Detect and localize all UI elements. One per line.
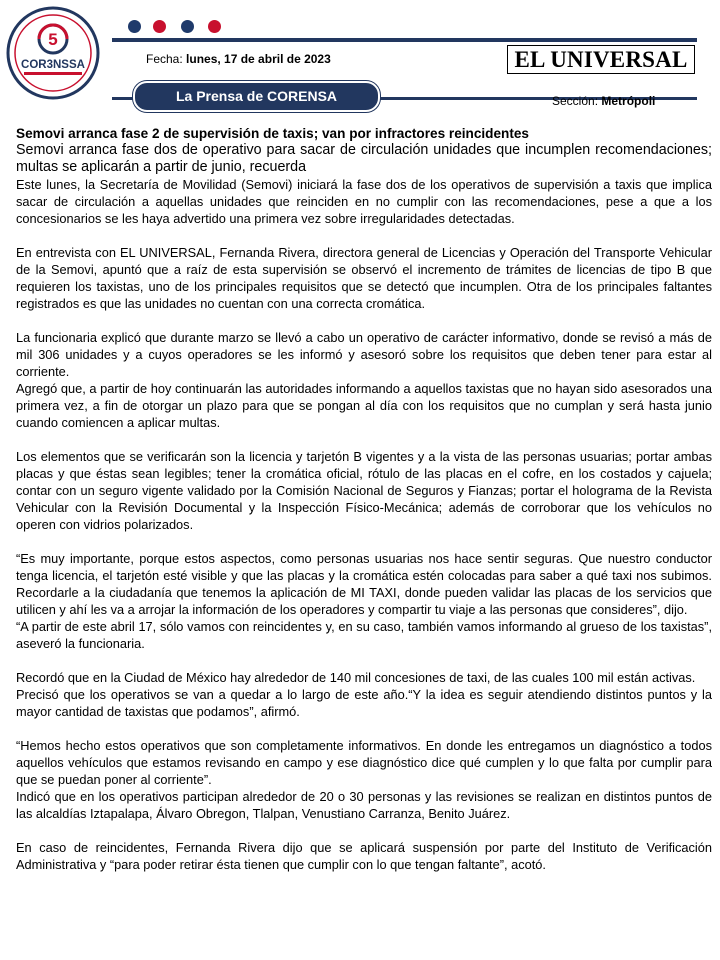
paragraph: En entrevista con EL UNIVERSAL, Fernanda Rivera, directora general de Licencias y Operación del Transporte Vehicular de la Semovi, apuntó que a raíz de esta supervisión se observó el incremento de trámites de licencias de tipo B que requieren los taxistas, uno de los principales requisitos que se detectó que incumplen. Otra de los principales faltantes registrados es que las unidades no cuentan con una correcta cromática. — [16, 245, 712, 311]
paragraph: “A partir de este abril 17, sólo vamos con reincidentes y, en su caso, también vamos informando al grueso de los taxistas”, aseveró la funcionaria. — [16, 619, 712, 651]
corenssa-logo — [6, 6, 100, 100]
article-headline: Semovi arranca fase 2 de supervisión de taxis; van por infractores reincidentes — [16, 126, 529, 141]
paragraph: Agregó que, a partir de hoy continuarán las autoridades informando a aquellos taxistas que no hayan sido asesorados una primera vez, a fin de otorgar un plazo para que se pongan al día con los requisitos que no cumplan y será hasta junio cuando comiencen a aplicar multas. — [16, 381, 712, 430]
section-value: Metrópoli — [601, 94, 656, 108]
paragraph: En caso de reincidentes, Fernanda Rivera dijo que se aplicará suspensión por parte del Instituto de Verificación Administrativa y “para poder retirar ésta tienen que cumplir con lo que tengan faltante”, acotó. — [16, 840, 712, 872]
article-subhead: Semovi arranca fase dos de operativo para sacar de circulación unidades que incumplen recomendaciones; multas se aplicarán a partir de junio, recuerda — [16, 142, 712, 175]
article-body — [16, 125, 712, 873]
paragraph: “Es muy importante, porque estos aspectos, como personas usuarias nos hace sentir seguras. Que nuestro conductor tenga licencia, el tarjetón esté visible y que las placas y la cromática estén colocadas para saber a qué taxi nos subimos. Recordarle a la ciudadanía que tenemos la aplicación de MI TAXI, donde pueden validar las placas de los servicios que utilicen y ahí les va a arrojar la información de los operadores y compartir tu viaje a las personas que consideres”, dijo. — [16, 551, 712, 617]
date-line — [146, 52, 331, 66]
paragraph: Este lunes, la Secretaría de Movilidad (Semovi) iniciará la fase dos de los operativos de supervisión a taxis que implica sacar de circulación a aquellas unidades que reinciden en no cumplir con las recomendaciones, pese a que a los concesionarios se les haya advertido una primera vez sobre irregularidades detectadas. — [16, 177, 712, 226]
section-label: Sección: — [552, 94, 599, 108]
section-line — [552, 94, 655, 108]
dot-icon — [208, 20, 221, 33]
header-rule-top — [112, 38, 697, 42]
page-header — [0, 0, 720, 118]
paragraph: Precisó que los operativos se van a quedar a lo largo de este año.“Y la idea es seguir atendiendo distintos puntos y la mayor cantidad de taxistas que podamos”, afirmó. — [16, 687, 712, 719]
dot-icon — [181, 20, 194, 33]
date-label: Fecha: — [146, 52, 183, 66]
date-value: lunes, 17 de abril de 2023 — [186, 52, 331, 66]
section-title-badge: La Prensa de CORENSA — [133, 81, 380, 112]
newspaper-name: EL UNIVERSAL — [507, 45, 695, 74]
dot-icon — [153, 20, 166, 33]
paragraph: “Hemos hecho estos operativos que son completamente informativos. En donde les entregamos un diagnóstico a todos aquellos vehículos que estamos revisando en campo y ese diagnóstico dice qué cumplen y lo que falta por cumplir para que se puedan poner al corriente”. — [16, 738, 712, 787]
paragraph: Recordó que en la Ciudad de México hay alrededor de 140 mil concesiones de taxi, de las cuales 100 mil están activas. — [16, 670, 696, 685]
paragraph: La funcionaria explicó que durante marzo se llevó a cabo un operativo de carácter informativo, donde se revisó a más de mil 306 unidades y a cuyos operadores se les informó y asesoró sobre los requisitos que deben tener para estar al corriente. — [16, 330, 712, 379]
paragraph: Indicó que en los operativos participan alrededor de 20 o 30 personas y las revisiones se realizan en distintos puntos de las alcaldías Iztapalapa, Álvaro Obregon, Tlalpan, Venustiano Carranza, Benito Juárez. — [16, 789, 712, 821]
logo-wordmark: COR3NSSA — [21, 59, 85, 71]
paragraph: Los elementos que se verificarán son la licencia y tarjetón B vigentes y a la vista de las personas usuarias; portar ambas placas y que éstas sean legibles; tener la cromática oficial, rótulo de las placas en el cofre, en los costados y cajuela; contar con un seguro vigente validado por la Comisión Nacional de Seguros y Fianzas; portar el holograma de la Revista Vehicular con la Revisión Documental y la Inspección Físico-Mecánica; además de corroborar que los vehículos no operen con vidrios polarizados. — [16, 449, 712, 532]
dot-icon — [128, 20, 141, 33]
logo-number: 5 — [48, 30, 58, 49]
